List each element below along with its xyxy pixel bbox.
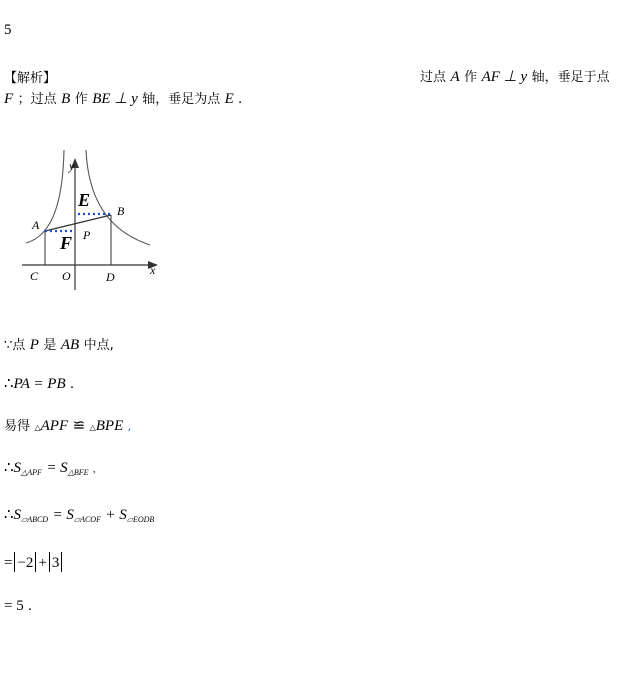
step-4 <box>4 458 95 477</box>
area-subscript-bfe: △BFE <box>67 468 89 477</box>
area-eq-s: = S <box>46 460 68 476</box>
therefore-symbol-4: ∴ <box>4 460 14 476</box>
area-plus-s: + S <box>105 507 127 523</box>
is-text: 是 <box>43 338 57 353</box>
text-prefix: 过点 <box>420 70 447 85</box>
pa-eq-pb: PA = PB <box>13 376 66 392</box>
tri-apf: APF <box>40 418 69 434</box>
tri-bpe: BPE <box>95 418 124 434</box>
answer-number: 5 <box>4 22 12 38</box>
step-1 <box>4 334 114 354</box>
text-axis-2: 轴，垂足为点 <box>142 92 221 107</box>
text-axis: 轴，垂足于点 <box>531 70 610 85</box>
solution-line-2 <box>4 88 242 108</box>
label-b: B <box>117 204 125 218</box>
point-p: P <box>29 337 39 353</box>
result-5: = 5 <box>4 598 24 614</box>
step-5 <box>4 505 154 524</box>
midpoint-text: 中点, <box>83 338 114 353</box>
comma-3: , <box>127 420 132 433</box>
abs-bar-left-1 <box>14 552 15 572</box>
value-neg-2: −2 <box>17 555 34 571</box>
label-d: D <box>106 270 115 284</box>
area-subscript-apf: △APF <box>21 468 42 477</box>
step-7 <box>4 598 32 615</box>
area-subscript-eodb: ▱EODB <box>126 515 155 524</box>
area-subscript-abcd: ▱ABCD <box>21 515 49 524</box>
triangle-symbol-2: △ <box>89 423 96 432</box>
value-3: 3 <box>51 555 60 571</box>
text-mid: ；过点 <box>17 92 57 107</box>
point-a: A <box>450 69 460 85</box>
period: . <box>238 91 243 107</box>
label-p: P <box>83 228 91 242</box>
equals-6: = <box>4 555 13 571</box>
label-y: y <box>69 159 75 173</box>
step-2 <box>4 374 74 393</box>
hyperbola-figure <box>0 140 180 290</box>
period-2: . <box>70 376 74 392</box>
solution-line-1 <box>420 66 610 86</box>
right-branch <box>86 150 150 245</box>
area-eq-s-acof: = S <box>52 507 74 523</box>
triangle-symbol-1: △ <box>34 423 41 432</box>
point-e: E <box>224 91 234 107</box>
therefore-symbol-5: ∴ <box>4 507 14 523</box>
comma-4: , <box>92 464 96 475</box>
point-b: B <box>61 91 71 107</box>
therefore-symbol: ∴ <box>4 376 14 392</box>
because-text: ∵点 <box>4 338 26 353</box>
step-3 <box>4 415 131 435</box>
period-7: . <box>28 598 32 614</box>
label-o: O <box>62 269 71 283</box>
label-e: E <box>78 190 91 210</box>
analysis-heading: 【解析】 <box>4 71 57 86</box>
text-verb: 作 <box>464 70 478 85</box>
segment-ab <box>45 215 111 231</box>
label-a: A <box>32 218 40 232</box>
text-verb-2: 作 <box>74 92 88 107</box>
point-f: F <box>4 91 14 107</box>
abs-bar-right-2 <box>61 552 62 572</box>
step-6 <box>4 552 64 572</box>
plus-6: + <box>38 555 47 571</box>
easy-text: 易得 <box>4 419 31 434</box>
congruent-symbol: ≌ <box>72 418 86 434</box>
perp-expression-2: BE ⊥ y <box>92 91 138 107</box>
area-s-abcd: S <box>13 507 22 523</box>
area-subscript-acof: ▱ACOF <box>73 515 101 524</box>
segment-ab-text: AB <box>60 337 80 353</box>
area-s-1: S <box>13 460 22 476</box>
perp-expression: AF ⊥ y <box>481 69 528 85</box>
abs-bar-left-2 <box>49 552 50 572</box>
label-f: F <box>60 233 73 253</box>
abs-bar-right-1 <box>35 552 36 572</box>
label-c: C <box>30 269 39 283</box>
label-x: x <box>150 263 156 277</box>
